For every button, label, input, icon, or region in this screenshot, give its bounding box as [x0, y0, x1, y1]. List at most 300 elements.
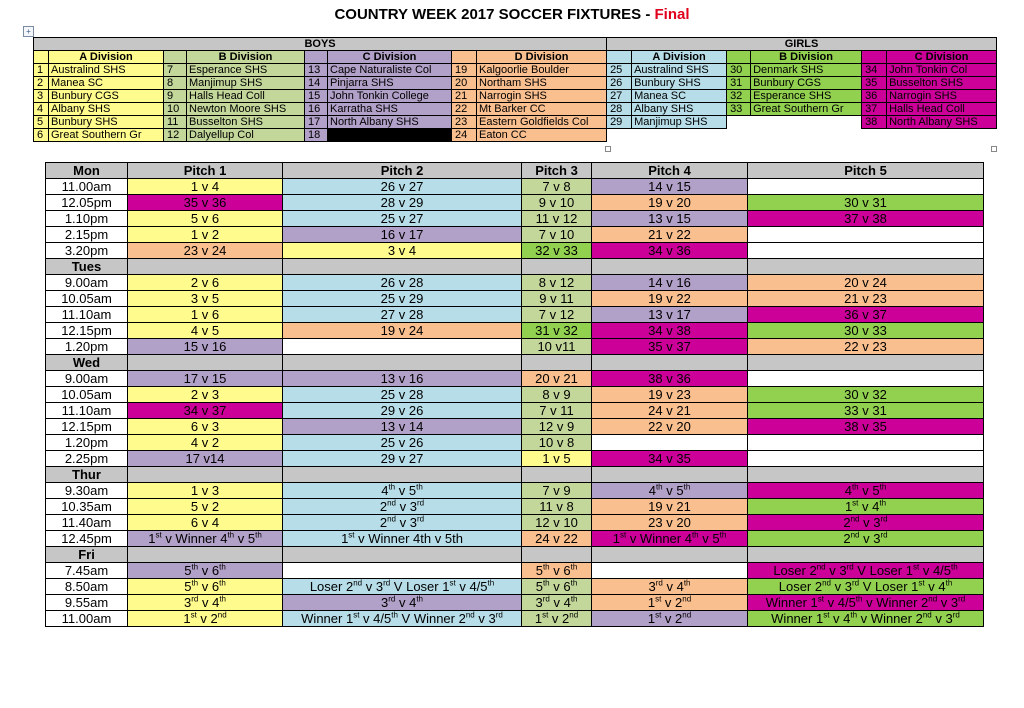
- table-cell: [592, 483, 748, 499]
- table-cell: [592, 467, 748, 483]
- cell-text: th: [219, 578, 226, 588]
- cell-text: 12.15pm: [46, 419, 128, 435]
- table-cell: [748, 259, 984, 275]
- cell-text: rd: [416, 514, 425, 524]
- cell-text: th: [691, 530, 699, 540]
- cell-text: Great Southern Gr: [751, 103, 862, 116]
- cell-text: 34 v 38: [592, 323, 748, 339]
- cell-text: 4: [373, 611, 381, 626]
- cell-text: Winner: [876, 595, 922, 610]
- cell-text: 2: [843, 531, 851, 546]
- cell-text: th: [416, 482, 423, 492]
- cell-text: 30: [727, 64, 751, 77]
- cell-text: st: [190, 610, 197, 620]
- cell-text: 10.05am: [46, 387, 128, 403]
- cell-text: 3: [409, 499, 417, 514]
- cell-text: rd: [851, 578, 860, 588]
- cell-text: 15 v 16: [128, 339, 283, 355]
- cell-text: 3: [648, 579, 656, 594]
- cell-text: 4: [381, 483, 389, 498]
- cell-text: Great Southern Gr: [49, 129, 164, 142]
- table-cell: [862, 51, 887, 64]
- cell-text: rd: [880, 514, 888, 524]
- table-cell: [592, 579, 748, 595]
- table-row: [46, 211, 984, 227]
- cell-text: 2 v 6: [128, 275, 283, 291]
- cell-text: st: [542, 610, 549, 620]
- cell-text: 10 v 8: [522, 435, 592, 451]
- cell-text: 31 v 32: [522, 323, 592, 339]
- cell-text: [748, 227, 984, 243]
- cell-text: 34 v 37: [128, 403, 283, 419]
- cell-text: 1 v 6: [128, 307, 283, 323]
- cell-text: Wed: [46, 355, 128, 371]
- cell-text: 30 v 31: [748, 195, 984, 211]
- pitch-2-header: Pitch 2: [283, 163, 522, 179]
- table-cell: [522, 563, 592, 579]
- cell-text: 3.20pm: [46, 243, 128, 259]
- cell-text: Mt Barker CC: [477, 103, 607, 116]
- table-move-handle-icon[interactable]: +: [23, 26, 34, 37]
- cell-text: 12.05pm: [46, 195, 128, 211]
- cell-text: Loser: [869, 563, 906, 578]
- cell-text: North Albany SHS: [328, 116, 452, 129]
- table-cell: [592, 531, 748, 547]
- cell-text: st: [655, 594, 662, 604]
- cell-text: 10 v11: [522, 339, 592, 355]
- table-cell: [607, 129, 632, 142]
- cell-text: Loser: [309, 579, 346, 594]
- cell-text: 4: [843, 611, 851, 626]
- table-cell: [128, 467, 283, 483]
- table-cell: [522, 547, 592, 563]
- table-cell: [34, 51, 49, 64]
- cell-text: 25: [607, 64, 632, 77]
- cell-text: Tues: [46, 259, 128, 275]
- table-cell: [592, 563, 748, 579]
- cell-text: th: [388, 482, 396, 492]
- cell-text: 11 v 12: [522, 211, 592, 227]
- table-cell: [632, 129, 727, 142]
- cell-text: Manjimup SHS: [187, 77, 305, 90]
- cell-text: 24 v 22: [522, 531, 592, 547]
- table-cell: [748, 611, 984, 627]
- cell-text: nd: [569, 610, 579, 620]
- cell-text: 29 v 27: [283, 451, 522, 467]
- cell-text: 34 v 35: [592, 451, 748, 467]
- cell-text: [748, 371, 984, 387]
- table-cell: [748, 579, 984, 595]
- cell-text: 11.00am: [46, 611, 128, 627]
- cell-text: 1: [341, 531, 349, 546]
- cell-text: v: [931, 611, 946, 626]
- cell-text: 13: [305, 64, 328, 77]
- cell-text: 2: [843, 515, 851, 530]
- cell-text: 23: [452, 116, 477, 129]
- cell-text: 1: [810, 595, 818, 610]
- cell-text: v: [862, 595, 877, 610]
- cell-text: 11.40am: [46, 515, 128, 531]
- cell-text: 3: [184, 595, 192, 610]
- cell-text: Loser: [778, 579, 815, 594]
- cell-text: 13 v 17: [592, 307, 748, 323]
- cell-text: Narrogin SHS: [887, 90, 997, 103]
- day-row-fri: [46, 547, 984, 563]
- table-cell: [128, 595, 283, 611]
- cell-text: 38 v 35: [748, 419, 984, 435]
- table-cell: [128, 355, 283, 371]
- cell-text: Bunbury SHS: [49, 116, 164, 129]
- cell-text: 3: [844, 579, 852, 594]
- table-row: [46, 243, 984, 259]
- cell-text: 12.45pm: [46, 531, 128, 547]
- cell-text: 1.20pm: [46, 339, 128, 355]
- cell-text: 4: [938, 579, 946, 594]
- cell-text: 4: [409, 595, 417, 610]
- cell-text: 4: [34, 103, 49, 116]
- table-cell: [522, 467, 592, 483]
- cell-text: 16: [305, 103, 328, 116]
- cell-text: v: [859, 531, 874, 546]
- table-cell: [592, 595, 748, 611]
- cell-text: v: [548, 611, 563, 626]
- cell-text: 35 v 36: [128, 195, 283, 211]
- cell-text: 2: [809, 563, 817, 578]
- table-row: [46, 595, 984, 611]
- cell-text: Winner: [413, 611, 459, 626]
- table-row: [46, 307, 984, 323]
- cell-text: 9 v 11: [522, 291, 592, 307]
- table-cell: [128, 611, 283, 627]
- table-cell: [283, 355, 522, 371]
- cell-text: Eastern Goldfields Col: [477, 116, 607, 129]
- boys-b-title: B Division: [187, 51, 305, 64]
- cell-text: st: [348, 530, 355, 540]
- cell-text: 19 v 22: [592, 291, 748, 307]
- cell-text: th: [416, 594, 423, 604]
- boys-c-title: C Division: [328, 51, 452, 64]
- cell-text: Albany SHS: [49, 103, 164, 116]
- cell-text: 22 v 23: [748, 339, 984, 355]
- cell-text: 23 v 20: [592, 515, 748, 531]
- resize-handle-icon[interactable]: [991, 146, 997, 152]
- table-cell: [748, 531, 984, 547]
- division-row: [34, 77, 997, 90]
- cell-text: Winner: [301, 611, 346, 626]
- cell-text: 1: [345, 611, 354, 626]
- cell-text: 13 v 14: [283, 419, 522, 435]
- cell-text: th: [850, 610, 858, 620]
- day-row-wed: [46, 355, 984, 371]
- cell-text: th: [683, 482, 691, 492]
- cell-text: 6: [563, 563, 571, 578]
- cell-text: v: [662, 483, 677, 498]
- cell-text: v: [857, 611, 871, 626]
- day-row-thur: [46, 467, 984, 483]
- cell-text: 36 v 37: [748, 307, 984, 323]
- table-cell: [283, 531, 522, 547]
- cell-text: 11.10am: [46, 307, 128, 323]
- cell-text: th: [191, 578, 199, 588]
- cell-text: 2: [210, 611, 218, 626]
- cell-text: 29: [607, 116, 632, 129]
- cell-text: 14: [305, 77, 328, 90]
- cell-text: 7 v 8: [522, 179, 592, 195]
- cell-text: rd: [952, 610, 960, 620]
- cell-text: 11.00am: [46, 179, 128, 195]
- cell-text: 25 v 28: [283, 387, 522, 403]
- table-cell: [522, 259, 592, 275]
- cell-text: 17: [305, 116, 328, 129]
- cell-text: 19 v 24: [283, 323, 522, 339]
- cell-text: v: [234, 531, 248, 546]
- table-cell: [283, 563, 522, 579]
- cell-text: 1: [647, 611, 656, 626]
- cell-text: 16 v 17: [283, 227, 522, 243]
- cell-text: 2.25pm: [46, 451, 128, 467]
- division-row: [34, 64, 997, 77]
- cell-text: 38: [862, 116, 887, 129]
- cell-text: 1: [911, 579, 919, 594]
- fixtures-table: [45, 162, 984, 627]
- cell-text: v: [549, 595, 564, 610]
- cell-text: th: [219, 562, 226, 572]
- cell-text: Kalgoorlie Boulder: [477, 64, 607, 77]
- cell-text: 7 v 10: [522, 227, 592, 243]
- cell-text: 19: [452, 64, 477, 77]
- cell-text: Busselton SHS: [887, 77, 997, 90]
- cell-text: nd: [217, 610, 227, 620]
- cell-text: 27 v 28: [283, 307, 522, 323]
- table-cell: [283, 547, 522, 563]
- table-row: [46, 483, 984, 499]
- table-cell: [128, 259, 283, 275]
- table-row: [46, 291, 984, 307]
- cell-text: st: [852, 498, 859, 508]
- cell-text: /5: [476, 579, 488, 594]
- cell-text: 4: [872, 499, 880, 514]
- table-cell: [887, 129, 997, 142]
- cell-text: [748, 451, 984, 467]
- cell-text: V: [397, 611, 414, 626]
- cell-text: th: [191, 562, 199, 572]
- cell-text: Albany SHS: [632, 103, 727, 116]
- cell-text: th: [851, 482, 859, 492]
- cell-text: 5 v 2: [128, 499, 283, 515]
- cell-text: 4: [676, 579, 684, 594]
- cell-text: 37: [862, 103, 887, 116]
- cell-text: 7: [164, 64, 187, 77]
- cell-text: [283, 339, 522, 355]
- cell-text: th: [542, 578, 550, 588]
- cell-text: Bunbury CGS: [751, 77, 862, 90]
- cell-text: rd: [495, 610, 503, 620]
- cell-text: 3: [409, 515, 417, 530]
- cell-text: 1: [612, 531, 620, 546]
- girls-a-title: A Division: [632, 51, 727, 64]
- cell-text: rd: [191, 594, 199, 604]
- cell-text: v: [937, 595, 951, 610]
- pitch-1-header: Pitch 1: [128, 163, 283, 179]
- cell-text: 5: [535, 579, 543, 594]
- table-cell: [592, 547, 748, 563]
- cell-text: 1 v 2: [128, 227, 283, 243]
- cell-text: 27: [607, 90, 632, 103]
- cell-text: 3: [34, 90, 49, 103]
- cell-text: 7 v 11: [522, 403, 592, 419]
- cell-text: [748, 435, 984, 451]
- day-row-tues: [46, 259, 984, 275]
- cell-text: v: [662, 579, 677, 594]
- cell-text: nd: [353, 578, 363, 588]
- cell-text: 1 v 5: [522, 451, 592, 467]
- cell-text: st: [449, 578, 456, 588]
- table-row: [46, 275, 984, 291]
- cell-text: 1: [815, 611, 824, 626]
- table-cell: [592, 259, 748, 275]
- cell-text: 33 v 31: [748, 403, 984, 419]
- cell-text: 9.00am: [46, 275, 128, 291]
- cell-text: 2: [814, 579, 823, 594]
- cell-text: th: [719, 530, 727, 540]
- cell-text: 33: [727, 103, 751, 116]
- cell-text: v: [196, 611, 211, 626]
- cell-text: Loser: [875, 579, 912, 594]
- cell-text: 9 v 10: [522, 195, 592, 211]
- table-cell: [748, 563, 984, 579]
- cell-text: 36: [862, 90, 887, 103]
- table-cell: [128, 579, 283, 595]
- cell-text: 9.30am: [46, 483, 128, 499]
- cell-text: v: [455, 579, 470, 594]
- table-cell: [305, 51, 328, 64]
- cell-text: Thur: [46, 467, 128, 483]
- cell-text: 25 v 27: [283, 211, 522, 227]
- cell-text: 32 v 33: [522, 243, 592, 259]
- cell-text: th: [570, 562, 578, 572]
- table-cell: [283, 499, 522, 515]
- cell-text: 5: [34, 116, 49, 129]
- cell-text: nd: [682, 610, 692, 620]
- cell-text: 11: [164, 116, 187, 129]
- cell-text: 1 v 4: [128, 179, 283, 195]
- cell-text: 2 v 3: [128, 387, 283, 403]
- cell-text: th: [945, 578, 953, 588]
- divisions-table: [33, 37, 997, 142]
- cell-text: v Winner 4: [161, 531, 228, 546]
- cell-text: 12 v 9: [522, 419, 592, 435]
- cell-text: 4: [563, 595, 571, 610]
- cell-text: 9.55am: [46, 595, 128, 611]
- boys-a-title: A Division: [49, 51, 164, 64]
- cell-text: st: [155, 530, 162, 540]
- cell-text: 1.20pm: [46, 435, 128, 451]
- cell-text: Manjimup SHS: [632, 116, 727, 129]
- cell-text: 4 v 2: [128, 435, 283, 451]
- cell-text: 24 v 21: [592, 403, 748, 419]
- cell-text: [592, 435, 748, 451]
- cell-text: 4: [212, 595, 220, 610]
- cell-text: 5: [676, 483, 684, 498]
- girls-c-title: C Division: [887, 51, 997, 64]
- cell-text: st: [353, 610, 360, 620]
- cell-text: nd: [816, 562, 826, 572]
- cell-text: Bunbury CGS: [49, 90, 164, 103]
- title-final: Final: [654, 6, 690, 23]
- cell-text: [328, 129, 452, 142]
- cell-text: v: [858, 499, 873, 514]
- cell-text: John Tonkin College: [328, 90, 452, 103]
- cell-text: 1: [844, 499, 853, 514]
- cell-text: v: [362, 579, 376, 594]
- cell-text: 17 v 15: [128, 371, 283, 387]
- cell-text: rd: [958, 594, 966, 604]
- table-row: [46, 195, 984, 211]
- cell-text: 3: [873, 515, 881, 530]
- cell-text: v: [359, 611, 374, 626]
- cell-text: 9: [164, 90, 187, 103]
- cell-text: th: [879, 482, 887, 492]
- table-row: [46, 611, 984, 627]
- cell-text: 2: [921, 595, 929, 610]
- cell-text: st: [655, 610, 662, 620]
- cell-text: st: [918, 578, 925, 588]
- cell-text: 2: [379, 515, 388, 530]
- cell-text: 2: [675, 611, 683, 626]
- cell-text: 4 v 5: [128, 323, 283, 339]
- table-cell: [607, 51, 632, 64]
- cell-text: v Winner 4: [354, 531, 421, 546]
- cell-text: 1: [148, 531, 156, 546]
- cell-text: Winner: [771, 611, 816, 626]
- table-row: [46, 227, 984, 243]
- cell-text: 8: [164, 77, 187, 90]
- cell-text: 1: [442, 579, 450, 594]
- cell-text: 31: [727, 77, 751, 90]
- table-cell: [283, 595, 522, 611]
- cell-text: 30 v 33: [748, 323, 984, 339]
- cell-text: 19 v 23: [592, 387, 748, 403]
- cell-text: Karratha SHS: [328, 103, 452, 116]
- cell-text: 2: [562, 611, 570, 626]
- table-row: [46, 179, 984, 195]
- cell-text: 32: [727, 90, 751, 103]
- division-row: [34, 103, 997, 116]
- cell-text: 29 v 26: [283, 403, 522, 419]
- resize-handle-icon[interactable]: [605, 146, 611, 152]
- girls-header: GIRLS: [607, 38, 997, 51]
- cell-text: 5: [712, 531, 720, 546]
- table-cell: [128, 563, 283, 579]
- cell-text: th: [391, 610, 398, 620]
- table-cell: [128, 531, 283, 547]
- cell-text: 12.15pm: [46, 323, 128, 339]
- boys-d-title: D Division: [477, 51, 607, 64]
- cell-text: nd: [682, 594, 692, 604]
- cell-text: th: [879, 498, 887, 508]
- cell-text: [748, 243, 984, 259]
- cell-text: 22: [452, 103, 477, 116]
- cell-text: th: [570, 594, 578, 604]
- cell-text: rd: [655, 578, 663, 588]
- cell-text: th: [227, 530, 235, 540]
- cell-text: 6: [211, 563, 220, 578]
- cell-text: v: [919, 563, 933, 578]
- cell-text: 2: [915, 611, 923, 626]
- cell-text: 5: [872, 483, 880, 498]
- cell-text: 23 v 24: [128, 243, 283, 259]
- cell-text: 3: [945, 611, 953, 626]
